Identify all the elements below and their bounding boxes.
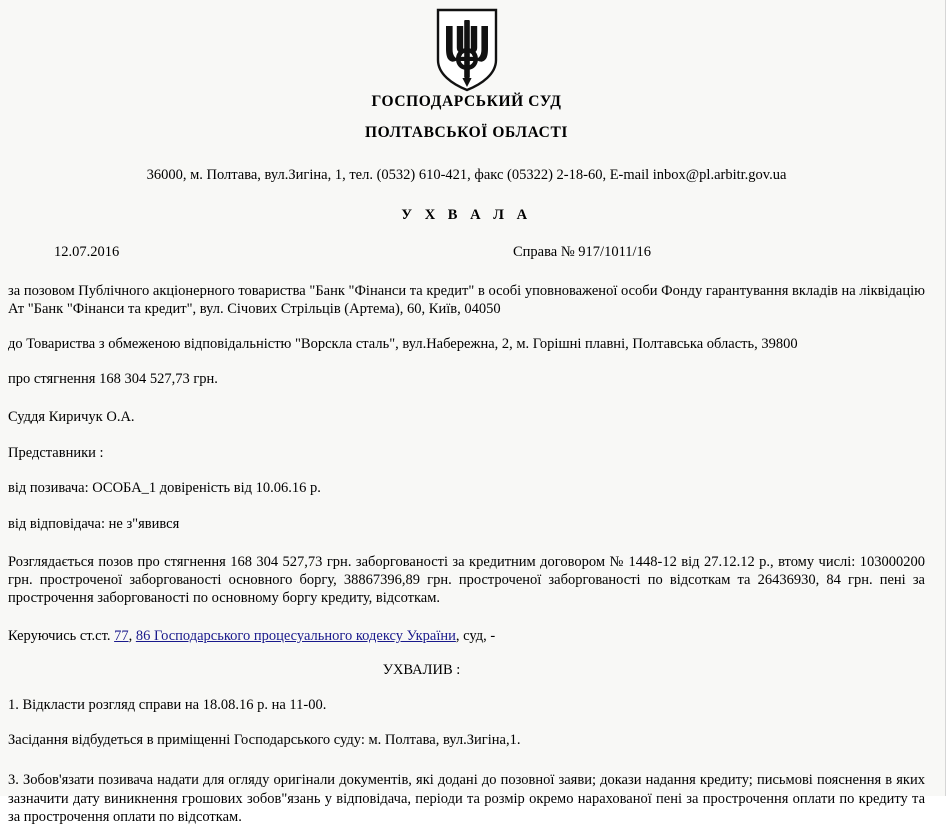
case-review-paragraph: Розглядається позов про стягнення 168 304 527,73 грн. заборгованості за кредитним договором № 1448-12 від 27.12.12 р., втому числі: 103000200 грн. простроченої заборгованості основного боргу, 38867396,89 грн. простроченої заборгованості по відсоткам та 26436930, 84 грн. пені за прострочення заборгованості по основному боргу кредиту, відсоткам. xyxy=(8,553,925,606)
law-article-77-link[interactable]: 77 xyxy=(114,628,129,645)
judge-name: Суддя Киричук О.А. xyxy=(8,409,135,426)
case-number: Справа № 917/1011/16 xyxy=(513,243,652,260)
document-type-heading: У Х В А Л А xyxy=(401,206,532,223)
document-date: 12.07.2016 xyxy=(54,243,120,260)
document-meta-row xyxy=(8,244,925,262)
court-name-line-2: ПОЛТАВСЬКОЇ ОБЛАСТІ xyxy=(364,123,569,141)
claim-subject: про стягнення 168 304 527,73 грн. xyxy=(8,371,218,388)
ruling-item-1: 1. Відкласти розгляд справи на 18.08.16 р. на 11-00. xyxy=(8,697,327,714)
law-article-86-code-link[interactable]: 86 Господарського процесуального кодексу України xyxy=(135,628,456,645)
ukraine-coat-of-arms-tryzub-icon xyxy=(436,8,498,92)
legal-basis-paragraph xyxy=(8,627,925,645)
representative-defendant: від відповідача: не з"явився xyxy=(8,515,180,532)
ruling-item-2: Засідання відбудеться в приміщенні Господарського суду: м. Полтава, вул.Зигіна,1. xyxy=(8,732,521,749)
court-address: 36000, м. Полтава, вул.Зигіна, 1, тел. (0532) 610-421, факс (05322) 2-18-60, E-mail inbox@pl.arbitr.gov.ua xyxy=(146,166,787,183)
representative-plaintiff: від позивача: ОСОБА_1 довіреність від 10.06.16 р. xyxy=(8,480,321,497)
plaintiff-paragraph: за позовом Публічного акціонерного товариства "Банк "Фінанси та кредит" в особі уповноваженої особи Фонду гарантування вкладів на ліквідацію Ат "Банк "Фінанси та кредит", вул. Січових Стрільців (Артема), 60, Київ, 04050 xyxy=(8,282,925,317)
legal-basis-prefix: Керуючись ст.ст. xyxy=(8,628,115,645)
court-name-line-1: ГОСПОДАРСЬКИЙ СУД xyxy=(371,93,562,110)
emblem-container xyxy=(8,0,925,92)
ruling-item-3: 3. Зобов'язати позивача надати для огляду оригінали документів, які додані до позовної заяви; докази надання кредиту; письмові пояснення в яких зазначити дату виникнення грошових зобов"язань у відповідача, періоди та розмір окремо нарахованої пені за прострочення оплати по кредиту та за прострочення оплати по відсоткам. xyxy=(8,772,925,825)
defendant-paragraph: до Товариства з обмеженою відповідальністю "Ворскла сталь", вул.Набережна, 2, м. Горішні плавні, Полтавська область, 39800 xyxy=(8,335,798,352)
representatives-label: Представники : xyxy=(8,445,104,462)
legal-basis-suffix: , суд, - xyxy=(455,628,496,645)
ruling-heading: УХВАЛИВ : xyxy=(382,662,461,679)
legal-basis-separator: , xyxy=(128,628,136,645)
